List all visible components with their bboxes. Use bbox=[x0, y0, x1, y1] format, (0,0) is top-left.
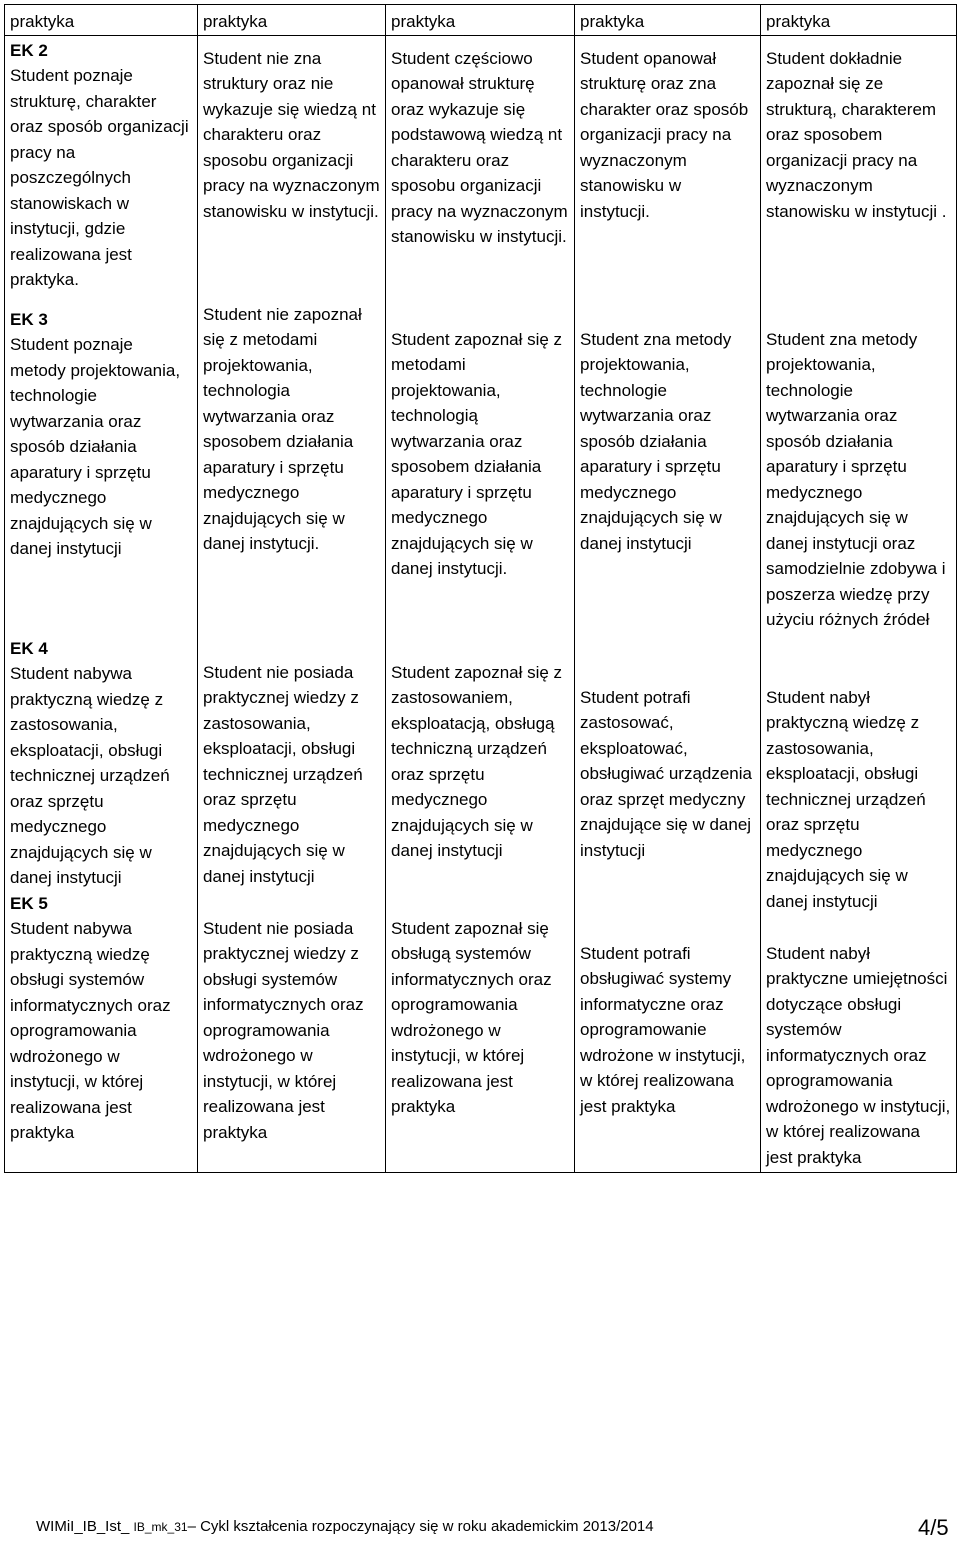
grade-text: Student potrafi zastosować, eksploatować, obsługiwać urządzenia oraz sprzęt medyczny znajdujące się w danej instytucji bbox=[580, 687, 752, 860]
footer-prefix: WIMiI_IB_Ist_ bbox=[36, 1518, 134, 1535]
header-cell: praktyka bbox=[386, 5, 575, 36]
grade-cell bbox=[198, 35, 386, 1173]
grade-text: Student nabył praktyczną wiedzę z zastosowania, eksploatacji, obsługi technicznej urządzeń oraz sprzętu medycznego znajdujących się w danej instytucji bbox=[766, 687, 926, 911]
ek-label: EK 2 bbox=[10, 40, 48, 60]
header-cell: praktyka bbox=[761, 5, 957, 36]
grade-text: Student nie posiada praktycznej wiedzy z zastosowania, eksploatacji, obsługi technicznej urządzeń oraz sprzętu medycznego znajdujących się w danej instytucji bbox=[203, 662, 363, 886]
ek-description: Student poznaje strukturę, charakter oraz sposób organizacji pracy na poszczególnych stanowiskach w instytucji, gdzie realizowana jest praktyka. bbox=[10, 66, 189, 289]
grade-cell bbox=[761, 35, 957, 1173]
grade-text: Student dokładnie zapoznał się ze strukturą, charakterem oraz sposobem organizacji pracy na wyznaczonym stanowisku w instytucji . bbox=[766, 48, 947, 221]
ek-row bbox=[5, 35, 957, 1173]
page-number: 4/5 bbox=[918, 1515, 949, 1540]
evaluation-table bbox=[4, 4, 957, 1173]
ek-description: Student nabywa praktyczną wiedzę obsługi systemów informatycznych oraz oprogramowania wdrożonego w instytucji, w której realizowana jest praktyka bbox=[10, 919, 171, 1142]
grade-text: Student opanował strukturę oraz zna charakter oraz sposób organizacji pracy na wyznaczonym stanowisku w instytucji. bbox=[580, 48, 749, 221]
grade-text: Student zapoznał się obsługą systemów informatycznych oraz oprogramowania wdrożonego w instytucji, w której realizowana jest praktyka bbox=[391, 918, 552, 1116]
grade-text: Student nabył praktyczne umiejętności dotyczące obsługi systemów informatycznych oraz oprogramowania wdrożonego w instytucji, w której realizowana jest praktyka bbox=[766, 943, 951, 1167]
grade-cell bbox=[575, 35, 761, 1173]
grade-text: Student częściowo opanował strukturę oraz wykazuje się podstawową wiedzą nt charakteru oraz sposobu organizacji pracy na wyznaczonym stanowisku w instytucji. bbox=[391, 48, 568, 246]
page-footer bbox=[36, 1518, 654, 1535]
ek-label: EK 4 bbox=[10, 638, 48, 658]
ek-label: EK 5 bbox=[10, 893, 48, 913]
grade-text: Student nie zapoznał się z metodami projektowania, technologia wytwarzania oraz sposobem działania aparatury i sprzętu medycznego znajdujących się w danej instytucji. bbox=[203, 304, 362, 553]
grade-text: Student zapoznał się z metodami projektowania, technologią wytwarzania oraz sposobem działania aparatury i sprzętu medycznego znajdujących się w danej instytucji. bbox=[391, 329, 563, 578]
header-cell: praktyka bbox=[198, 5, 386, 36]
grade-text: Student zna metody projektowania, technologie wytwarzania oraz sposób działania aparatury i sprzętu medycznego znajdujących się w danej instytucji oraz samodzielnie zdobywa i poszerza wiedzę przy użyciu różnych źródeł bbox=[766, 329, 946, 629]
header-cell: praktyka bbox=[575, 5, 761, 36]
grade-cell bbox=[386, 35, 575, 1173]
ek-description: Student nabywa praktyczną wiedzę z zastosowania, eksploatacji, obsługi technicznej urządzeń oraz sprzętu medycznego znajdujących się w danej instytucji bbox=[10, 664, 170, 887]
header-cell: praktyka bbox=[5, 5, 198, 36]
footer-code: IB_mk_31 bbox=[133, 1520, 188, 1534]
grade-text: Student zna metody projektowania, technologie wytwarzania oraz sposób działania aparatury i sprzętu medycznego znajdujących się w danej instytucji bbox=[580, 329, 732, 553]
ek-description: Student poznaje metody projektowania, technologie wytwarzania oraz sposób działania aparatury i sprzętu medycznego znajdujących się w danej instytucji bbox=[10, 335, 181, 558]
header-row bbox=[5, 5, 957, 36]
grade-text: Student nie posiada praktycznej wiedzy z obsługi systemów informatycznych oraz oprogramowania wdrożonego w instytucji, w której realizowana jest praktyka bbox=[203, 918, 364, 1142]
ek-label: EK 3 bbox=[10, 309, 48, 329]
grade-text: Student potrafi obsługiwać systemy informatyczne oraz oprogramowanie wdrożone w instytucji, w której realizowana jest praktyka bbox=[580, 943, 746, 1116]
grade-text: Student nie zna struktury oraz nie wykazuje się wiedzą nt charakteru oraz sposobu organizacji pracy na wyznaczonym stanowisku w instytucji. bbox=[203, 48, 380, 221]
grade-text: Student zapoznał się z zastosowaniem, eksploatacją, obsługą techniczną urządzeń oraz sprzętu medycznego znajdujących się w danej instytucji bbox=[391, 662, 563, 860]
footer-text: – Cykl kształcenia rozpoczynający się w roku akademickim 2013/2014 bbox=[187, 1518, 654, 1535]
ek-desc-cell bbox=[5, 35, 198, 1173]
